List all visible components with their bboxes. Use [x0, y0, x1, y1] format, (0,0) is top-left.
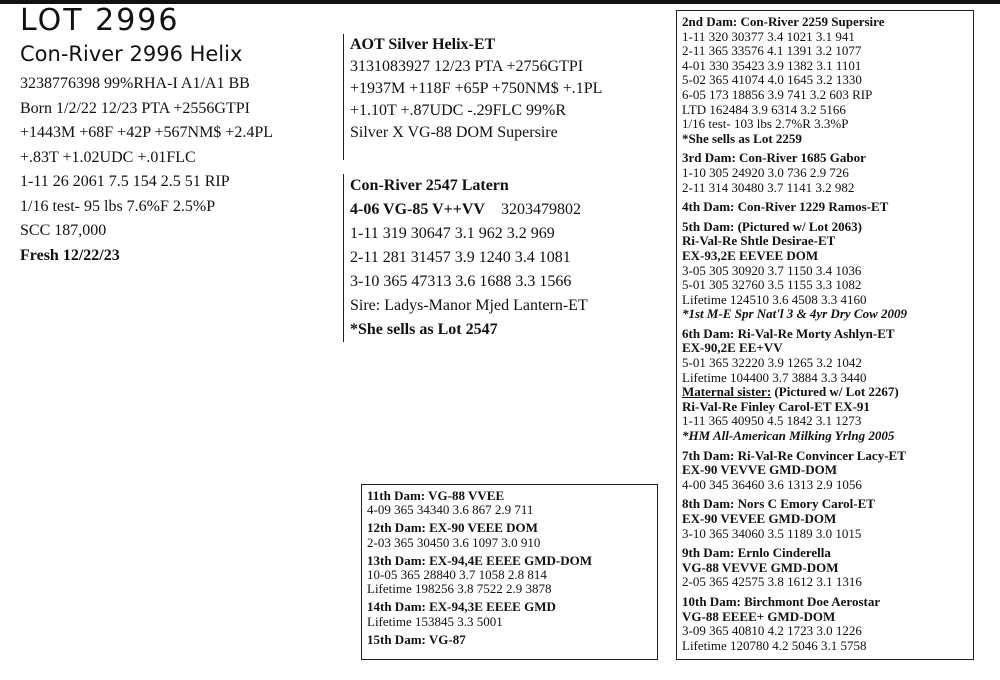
fourth-dam: [682, 200, 968, 215]
eleventh-dam: [367, 489, 652, 517]
dam-line: 3-10 365 47313 3.6 1688 3.3 1566: [350, 273, 572, 290]
record-line: 5-01 365 32220 3.9 1265 3.2 1042: [682, 355, 862, 371]
lot-title: LOT 2996: [20, 3, 180, 38]
record-line: Lifetime 198256 3.8 7522 2.9 3878: [367, 581, 552, 597]
dam-name: Con-River 2547 Latern: [350, 177, 509, 194]
record-line: 5-02 365 41074 4.0 1645 3.2 1330: [682, 72, 862, 88]
dam-heading: 13th Dam: EX-94,4E EEEE GMD-DOM: [367, 552, 592, 568]
info-line: 1-11 26 2061 7.5 154 2.5 51 RIP: [20, 173, 230, 190]
maternal-sister-name: Ri-Val-Re Finley Carol-ET EX-91: [682, 398, 870, 414]
dam-heading: 2nd Dam: Con-River 2259 Supersire: [682, 14, 885, 29]
record-line: Lifetime 153845 3.3 5001: [367, 613, 503, 629]
record-line: LTD 162484 3.9 6314 3.2 5166: [682, 101, 846, 117]
info-line: +1443M +68F +42P +567NM$ +2.4PL: [20, 124, 273, 141]
record-line: 2-05 365 42575 3.8 1612 3.1 1316: [682, 574, 862, 590]
record-line: Lifetime 124510 3.6 4508 3.3 4160: [682, 291, 867, 307]
dam-line: 2-11 281 31457 3.9 1240 3.4 1081: [350, 249, 571, 266]
record-line: 1-11 365 40950 4.5 1842 3.1 1273: [682, 413, 862, 429]
record-line: 2-11 314 30480 3.7 1141 3.2 982: [682, 179, 855, 195]
record-line: 4-09 365 34340 3.6 867 2.9 711: [367, 502, 534, 518]
dam-subheading: EX-93,2E EEVEE DOM: [682, 247, 819, 263]
record-line: Lifetime 120780 4.2 5046 3.1 5758: [682, 637, 867, 653]
eighth-dam: [682, 497, 968, 541]
pedigree-box: [676, 10, 974, 660]
dam-heading: 11th Dam: VG-88 VVEE: [367, 488, 505, 503]
record-line: 1/16 test- 103 lbs 2.7%R 3.3%P: [682, 116, 849, 132]
dam-heading: 5th Dam: (Pictured w/ Lot 2063): [682, 218, 862, 234]
ninth-dam: [682, 546, 968, 590]
award-note: *1st M-E Spr Nat'l 3 & 4yr Dry Cow 2009: [682, 306, 907, 322]
sire-line: Silver X VG-88 DOM Supersire: [350, 124, 558, 141]
dam-heading: 3rd Dam: Con-River 1685 Gabor: [682, 150, 866, 166]
sire-section: [343, 34, 602, 160]
record-line: 2-11 365 33576 4.1 1391 3.2 1077: [682, 43, 862, 59]
record-line: 3-09 365 40810 4.2 1723 3.0 1226: [682, 623, 862, 639]
dam-subheading: EX-90 VEVVE GMD-DOM: [682, 462, 838, 478]
maternal-sister-heading: [682, 385, 968, 400]
info-line: 3238776398 99%RHA-I A1/A1 BB: [20, 75, 250, 92]
dam-line: Sire: Ladys-Manor Mjed Lantern-ET: [350, 297, 588, 314]
tenth-dam: [682, 595, 968, 653]
fresh-date: Fresh 12/22/23: [20, 246, 120, 264]
record-line: 3-05 305 30920 3.7 1150 3.4 1036: [682, 262, 862, 278]
sells-note: *She sells as Lot 2259: [682, 130, 802, 146]
fourteenth-dam: [367, 600, 652, 628]
dam-heading: 10th Dam: Birchmont Doe Aerostar: [682, 593, 881, 609]
dam-heading: 7th Dam: Ri-Val-Re Convincer Lacy-ET: [682, 447, 906, 463]
record-line: 2-03 365 30450 3.6 1097 3.0 910: [367, 534, 541, 550]
dam-classification: 4-06 VG-85 V++VV: [350, 201, 485, 218]
maternal-sister-pictured: (Pictured w/ Lot 2267): [771, 384, 899, 400]
twelfth-dam: [367, 521, 652, 549]
dam-subheading: VG-88 VEVVE GMD-DOM: [682, 559, 839, 575]
dam-heading: 8th Dam: Nors C Emory Carol-ET: [682, 496, 875, 512]
sire-line: +1937M +118F +65P +750NM$ +.1PL: [350, 80, 603, 97]
sire-line: 3131083927 12/23 PTA +2756GTPI: [350, 58, 584, 75]
dam-heading: 14th Dam: EX-94,3E EEEE GMD: [367, 599, 556, 615]
animal-info: [20, 72, 273, 268]
extended-pedigree-box: [361, 484, 658, 660]
record-line: Lifetime 104400 3.7 3884 3.3 3440: [682, 369, 867, 385]
fifth-dam: [682, 220, 968, 322]
record-line: 1-10 305 24920 3.0 736 2.9 726: [682, 164, 849, 180]
second-dam: [682, 15, 968, 146]
info-line: +.83T +1.02UDC +.01FLC: [20, 148, 196, 166]
dam-heading: 15th Dam: VG-87: [367, 631, 466, 647]
record-line: 4-00 345 36460 3.6 1313 2.9 1056: [682, 476, 862, 492]
dam-heading: 4th Dam: Con-River 1229 Ramos-ET: [682, 199, 889, 215]
dam-heading: 12th Dam: EX-90 VEEE DOM: [367, 520, 538, 536]
dam-class-line: [350, 198, 588, 222]
dam-subheading: EX-90,2E EE+VV: [682, 340, 783, 356]
dam-registration: 3203479802: [500, 201, 581, 218]
thirteenth-dam: [367, 554, 652, 597]
sixth-dam: [682, 327, 968, 444]
dam-section: [343, 174, 588, 342]
sire-name: AOT Silver Helix-ET: [350, 36, 496, 53]
record-line: 1-11 320 30377 3.4 1021 3.1 941: [682, 28, 855, 44]
record-line: 3-10 365 34060 3.5 1189 3.0 1015: [682, 525, 862, 541]
sire-line: +1.10T +.87UDC -.29FLC 99%R: [350, 102, 566, 119]
third-dam: [682, 151, 968, 195]
maternal-sister-label: Maternal sister:: [682, 384, 772, 400]
dam-heading: 9th Dam: Ernlo Cinderella: [682, 545, 831, 561]
dam-sells-note: *She sells as Lot 2547: [350, 321, 498, 338]
seventh-dam: [682, 449, 968, 493]
dam-subheading: EX-90 VEVEE GMD-DOM: [682, 511, 837, 526]
record-line: 6-05 173 18856 3.9 741 3.2 603 RIP: [682, 86, 873, 102]
award-note: *HM All-American Milking Yrlng 2005: [682, 428, 895, 444]
dam-heading: 6th Dam: Ri-Val-Re Morty Ashlyn-ET: [682, 325, 895, 341]
dam-subheading: Ri-Val-Re Shtle Desirae-ET: [682, 233, 836, 249]
fifteenth-dam: [367, 633, 652, 647]
dam-line: 1-11 319 30647 3.1 962 3.2 969: [350, 225, 555, 242]
record-line: 4-01 330 35423 3.9 1382 3.1 1101: [682, 57, 862, 73]
record-line: 10-05 365 28840 3.7 1058 2.8 814: [367, 567, 547, 583]
info-line: SCC 187,000: [20, 222, 107, 239]
info-line: Born 1/2/22 12/23 PTA +2556GTPI: [20, 99, 250, 117]
dam-subheading: VG-88 EEEE+ GMD-DOM: [682, 608, 836, 624]
record-line: 5-01 305 32760 3.5 1155 3.3 1082: [682, 277, 862, 293]
info-line: 1/16 test- 95 lbs 7.6%F 2.5%P: [20, 197, 216, 215]
animal-name: Con-River 2996 Helix: [20, 42, 243, 66]
